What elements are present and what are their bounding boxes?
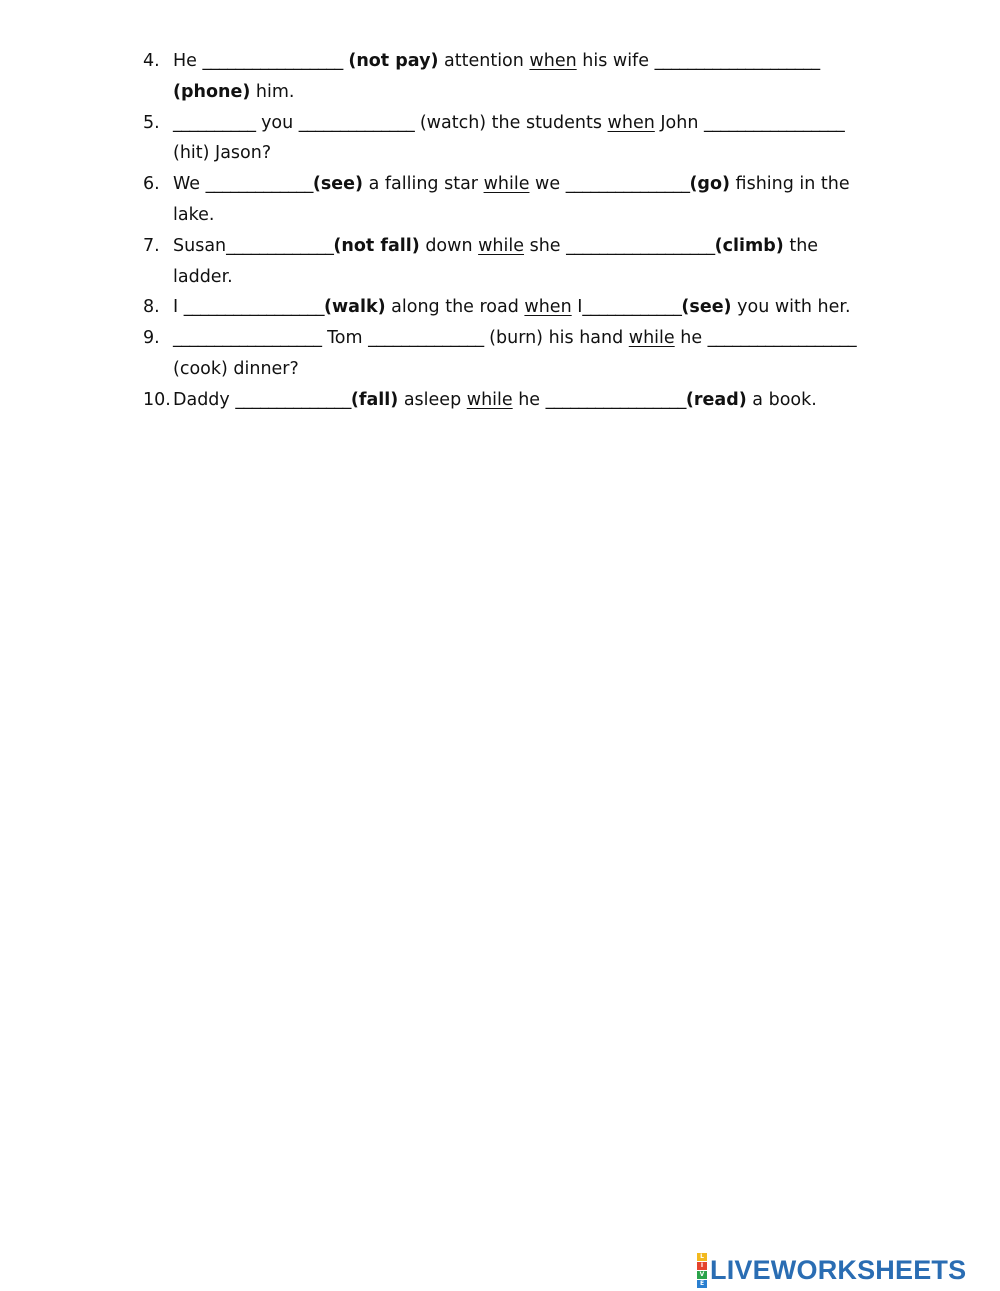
item-number: 6. xyxy=(143,174,160,195)
sentence-text: Tom xyxy=(321,328,369,349)
item-number: 9. xyxy=(143,328,160,349)
verb-hint: (phone) xyxy=(173,81,251,102)
sentence-text: him. xyxy=(250,81,295,102)
answer-blank: ____________ xyxy=(582,297,682,318)
sentence-text: (watch) the students xyxy=(414,112,608,133)
conjunction: when xyxy=(607,112,655,133)
answer-blank: ______________ xyxy=(235,389,351,410)
exercise-item xyxy=(143,323,863,385)
liveworksheets-logo xyxy=(697,1252,967,1287)
verb-hint: (not fall) xyxy=(333,235,420,256)
verb-hint: (fall) xyxy=(350,389,399,410)
exercise-item xyxy=(143,46,863,108)
logo-block: E xyxy=(697,1280,707,1288)
verb-hint: (go) xyxy=(689,174,730,195)
answer-blank: __________________ xyxy=(566,235,715,256)
verb-hint: (climb) xyxy=(714,235,784,256)
conjunction: when xyxy=(529,51,577,71)
sentence-text: John xyxy=(654,112,704,133)
exercise-item xyxy=(143,292,863,323)
answer-blank: __________ xyxy=(173,112,256,133)
sentence-text: the ladder. xyxy=(173,235,819,287)
sentence-text: Susan xyxy=(173,235,227,256)
answer-blank: _______________ xyxy=(565,174,690,195)
sentence-text: he xyxy=(512,389,546,410)
answer-blank: ____________________ xyxy=(654,51,820,71)
exercise-item xyxy=(143,231,863,293)
sentence-text: he xyxy=(674,328,708,349)
sentence-text: We xyxy=(173,174,206,195)
sentence-text: (cook) dinner? xyxy=(173,358,299,379)
answer-blank: __________________ xyxy=(707,328,857,349)
sentence-text: his wife xyxy=(576,51,655,71)
item-number: 4. xyxy=(143,51,160,71)
exercise-list xyxy=(143,46,863,416)
item-number: 5. xyxy=(143,112,160,133)
exercise-item xyxy=(143,169,863,231)
answer-blank: _____________ xyxy=(205,174,313,195)
sentence-text: Daddy xyxy=(173,389,236,410)
sentence-text: I xyxy=(173,297,184,318)
exercise-item xyxy=(143,108,863,170)
logo-blocks-icon xyxy=(697,1253,707,1288)
answer-blank: _________________ xyxy=(704,112,845,133)
sentence-text: you with her. xyxy=(731,297,851,318)
verb-hint: (see) xyxy=(681,297,732,318)
item-number: 7. xyxy=(143,235,160,256)
answer-blank: ______________ xyxy=(368,328,484,349)
sentence-text: attention xyxy=(438,51,530,71)
item-number: 10. xyxy=(143,389,171,410)
answer-blank: __________________ xyxy=(173,328,322,349)
exercise-item xyxy=(143,385,863,416)
answer-blank: _________________ xyxy=(202,51,343,71)
verb-hint: (see) xyxy=(312,174,364,195)
logo-block: V xyxy=(697,1271,707,1279)
item-number: 8. xyxy=(143,297,160,318)
sentence-text: He xyxy=(173,51,203,71)
conjunction: while xyxy=(483,174,530,195)
answer-blank: _________________ xyxy=(183,297,324,318)
conjunction: while xyxy=(628,328,675,349)
sentence-text: you xyxy=(255,112,299,133)
verb-hint: (not pay) xyxy=(348,51,439,71)
sentence-text: (burn) his hand xyxy=(483,328,629,349)
sentence-text: a book. xyxy=(746,389,817,410)
conjunction: when xyxy=(524,297,572,318)
conjunction: while xyxy=(478,235,525,256)
sentence-text: down xyxy=(419,235,479,256)
brand-name: LIVEWORKSHEETS xyxy=(710,1254,967,1285)
verb-hint: (read) xyxy=(685,389,747,410)
sentence-text: a falling star xyxy=(363,174,484,195)
sentence-text: we xyxy=(529,174,566,195)
sentence-text: fishing in the lake. xyxy=(173,174,850,225)
sentence-text: I xyxy=(571,297,583,318)
conjunction: while xyxy=(466,389,513,410)
sentence-text: asleep xyxy=(398,389,467,410)
logo-block: I xyxy=(697,1262,707,1270)
sentence-text: (hit) Jason? xyxy=(173,143,272,164)
logo-block: L xyxy=(697,1253,707,1261)
answer-blank: _____________ xyxy=(226,235,334,256)
sentence-text: she xyxy=(524,235,567,256)
answer-blank: ______________ xyxy=(298,112,415,133)
answer-blank: _________________ xyxy=(545,389,686,410)
sentence-text: along the road xyxy=(385,297,525,318)
verb-hint: (walk) xyxy=(323,297,386,318)
